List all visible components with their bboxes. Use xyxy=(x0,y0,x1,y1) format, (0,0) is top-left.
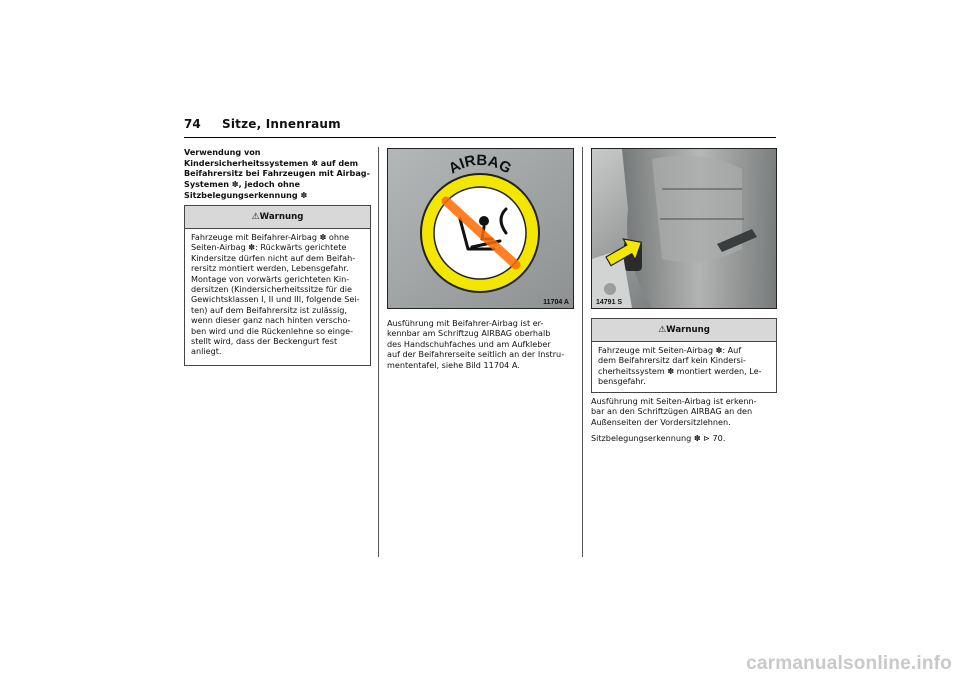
heading-line: Verwendung von xyxy=(184,147,261,157)
para-line: Ausführung mit Seiten-Airbag ist erkenn- xyxy=(591,396,757,406)
warning-line: Montage von vorwärts gerichteten Kin- xyxy=(191,273,350,284)
warning-line: stellt wird, dass der Beckengurt fest xyxy=(191,336,338,347)
warning-title: Warnung xyxy=(259,212,304,222)
warning-line: bensgefahr. xyxy=(598,376,646,387)
warning-triangle-icon: ⚠ xyxy=(251,212,260,222)
column-divider-right xyxy=(582,147,583,557)
warning-line: ben wird und die Rückenlehne so einge- xyxy=(191,325,354,336)
para-line: des Handschuhfaches und am Aufkleber xyxy=(387,338,551,349)
warning-body xyxy=(185,229,370,361)
left-heading xyxy=(184,147,376,201)
warning-line: Kindersitze dürfen nicht auf dem Beifah- xyxy=(191,252,356,263)
watermark: carmanualsonline.info xyxy=(746,653,952,674)
para-line: bar an den Schriftzügen AIRBAG an den xyxy=(591,406,753,417)
right-warning-box xyxy=(591,318,777,393)
heading-line: Sitzbelegungserkennung ✽ xyxy=(184,189,308,200)
airbag-sticker-graphic xyxy=(388,149,573,308)
warning-header xyxy=(592,319,776,342)
column-divider-left xyxy=(378,147,379,557)
page-number: 74 xyxy=(184,117,201,131)
warning-triangle-icon: ⚠ xyxy=(658,325,667,335)
seat-photo-graphic xyxy=(592,149,776,308)
middle-paragraph xyxy=(387,318,577,370)
para-line: mententafel, siehe Bild 11704 A. xyxy=(387,359,520,370)
airbag-label-arc: AIRBAG xyxy=(445,151,515,178)
header-rule xyxy=(184,137,776,138)
warning-title: Warnung xyxy=(666,325,710,335)
airbag-sticker-image xyxy=(387,148,574,309)
warning-body xyxy=(592,342,776,391)
image-caption-11704: 11704 A xyxy=(543,299,569,306)
warning-line: ten) auf dem Beifahrersitz ist zulässig, xyxy=(191,304,347,315)
warning-line: cherheitssystem ✽ montiert werden, Le- xyxy=(598,365,762,376)
section-title: Sitze, Innenraum xyxy=(222,117,341,131)
seat-photo xyxy=(591,148,777,309)
para-line: auf der Beifahrerseite seitlich an der Instru- xyxy=(387,349,565,360)
right-paragraph-2: Sitzbelegungserkennung ✽ ⊳ 70. xyxy=(591,433,726,443)
right-paragraph-1 xyxy=(591,396,777,427)
warning-line: Fahrzeuge mit Seiten-Airbag ✽: Auf xyxy=(598,345,742,355)
warning-line: dersitzen (Kindersicherheitssitze für die xyxy=(191,284,352,295)
warning-line: wenn dieser ganz nach hinten verscho- xyxy=(191,315,351,326)
warning-header xyxy=(185,206,370,229)
warning-line: dem Beifahrersitz darf kein Kindersi- xyxy=(598,355,746,366)
warning-line: anliegt. xyxy=(191,346,222,357)
warning-line: Gewichtsklassen I, II und III, folgende Sei- xyxy=(191,294,360,305)
heading-line: Kindersicherheitssystemen ✽ auf dem xyxy=(184,157,359,168)
warning-line: Seiten-Airbag ✽: Rückwärts gerichtete xyxy=(191,242,347,253)
image-caption-14791: 14791 S xyxy=(596,299,623,306)
left-warning-box xyxy=(184,205,371,366)
para-line: Außenseiten der Vordersitzlehnen. xyxy=(591,416,731,427)
heading-line: Systemen ✽, jedoch ohne xyxy=(184,179,301,190)
para-line: kennbar am Schriftzug AIRBAG oberhalb xyxy=(387,328,551,339)
para-line: Ausführung mit Beifahrer-Airbag ist er- xyxy=(387,318,544,328)
warning-line: rersitz montiert werden, Lebensgefahr. xyxy=(191,263,349,274)
heading-line: Beifahrersitz bei Fahrzeugen mit Airbag- xyxy=(184,168,370,179)
warning-line: Fahrzeuge mit Beifahrer-Airbag ✽ ohne xyxy=(191,232,350,242)
